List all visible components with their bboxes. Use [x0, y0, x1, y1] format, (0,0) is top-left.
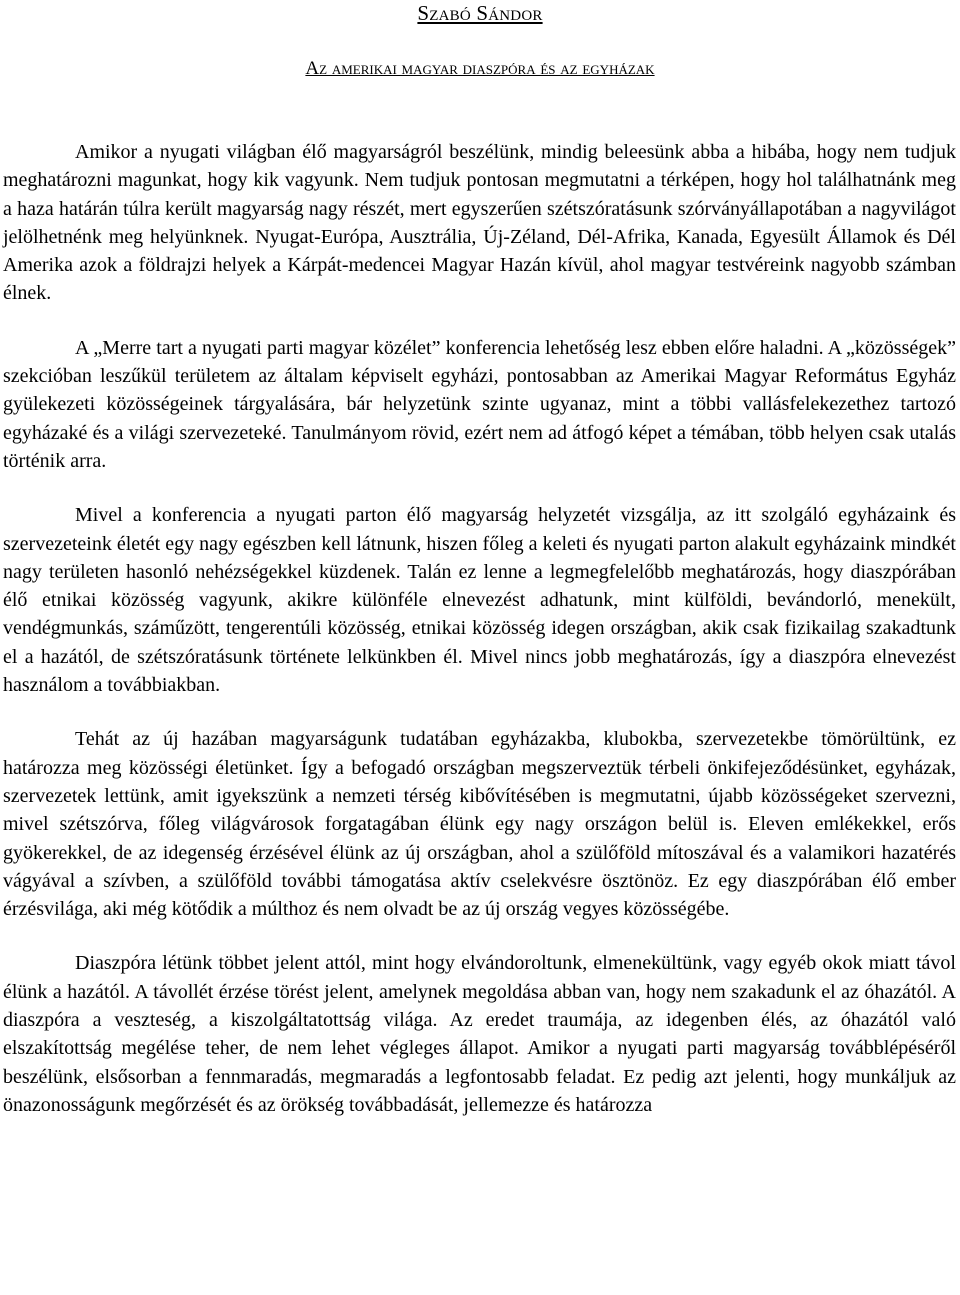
- paragraph-5: Diaszpóra létünk többet jelent attól, mint hogy elvándoroltunk, elmenekültünk, vagy egyéb okok miatt távol élünk a hazától. A távollét érzése törést jelent, amelynek megoldása abban van, hogy nem szakadunk el az óhazától. A diaszpóra a veszteség, a kiszolgáltatottság világa. Az eredet traumája, az idegenben élés, az óhazától való elszakítottság megélése teher, de nem lehet végleges állapot. Amikor a nyugati parti magyarság továbblépéséről beszélünk, elsősorban a fennmaradás, megmaradás a legfontosabb feladat. Ez pedig azt jelenti, hogy munkáljuk az önazonosságunk megőrzését és az örökség továbbadását, jellemezze és határozza: [3, 952, 956, 1116]
- author-name: Szabó Sándor: [417, 1, 543, 25]
- paragraph-2: A „Merre tart a nyugati parti magyar közélet” konferencia lehetőség lesz ebben előre haladni. A „közösségek” szekcióban leszűkül területem az általam képviselt egyházi, pontosabban az Amerikai Magyar Református Egyház gyülekezeti közösségeinek tárgyalására, bár helyzetünk szinte ugyanaz, mint a többi vallásfelekezethez tartozó egyházaké és a világi szervezeteké. Tanulmányom rövid, ezért nem ad átfogó képet a témában, több helyen csak utalás történik arra.: [3, 336, 956, 472]
- paragraph-1: Amikor a nyugati világban élő magyarságról beszélünk, mindig beleesünk abba a hibába, hogy nem tudjuk meghatározni magunkat, hogy kik vagyunk. Nem tudjuk pontosan megmutatni a térképen, hogy hol találhatnánk meg a haza határán túlra került magyarság nagy részét, mert egyszerűen szétszóratásunk szórványállapotában a nagyvilágot jelölhetnénk meg helyünknek. Nyugat-Európa, Ausztrália, Új-Zéland, Dél-Afrika, Kanada, Egyesült Államok és Dél Amerika azok a földrajzi helyek a Kárpát-medencei Magyar Hazán kívül, ahol magyar testvéreink nagyobb számban élnek.: [3, 141, 956, 305]
- paragraph-3: Mivel a konferencia a nyugati parton élő magyarság helyzetét vizsgálja, az itt szolgáló egyházaink és szervezeteink életét egy nagy egészben kell látnunk, hiszen főleg a keleti és nyugati parton alakult egyházaink mindkét nagy területen hasonló nehézségekkel küzdenek. Talán ez lenne a legmegfelelőbb meghatározás, hogy diaszpórában élő etnikai közösség vagyunk, akikre különféle elnevezést adhatunk, mint külföldi, bevándorló, menekült, vendégmunkás, száműzött, tengerentúli közösség, etnikai közösség idegen országban, akik csak fizikailag szakadtunk el a hazától, de szétszóratásunk története lelkünkben él. Mivel nincs jobb meghatározás, így a diaszpóra elnevezést használom a továbbiakban.: [3, 504, 956, 697]
- paragraph-4: Tehát az új hazában magyarságunk tudatában egyházakba, klubokba, szervezetekbe tömörültünk, ez határozza meg közösségi életünket. Így a befogadó országban megszerveztük térbeli önkifejeződésünket, egyházak, szervezetek lettünk, amit igyekszünk a nemzeti térség kibővítésében is megmutatni, újabb közösségeket szervezni, mivel szétszórva, főleg világvárosok forgatagában élünk egy nagy országon belül is. Eleven emlékekkel, erős gyökerekkel, de az idegenség érzésével élünk az új országban, ahol a szülőföld mítoszával és a valamikori hazatérés vágyával a szívben, a szülőföld további támogatása aktív cselekvésre ösztönöz. Ez egy diaszpórában élő ember érzésvilága, aki még kötődik a múlthoz és nem olvadt be az új ország vegyes közösségébe.: [3, 728, 956, 921]
- document-body: [3, 138, 956, 1119]
- document-title: Az amerikai magyar diaszpóra és az egyházak: [305, 58, 655, 79]
